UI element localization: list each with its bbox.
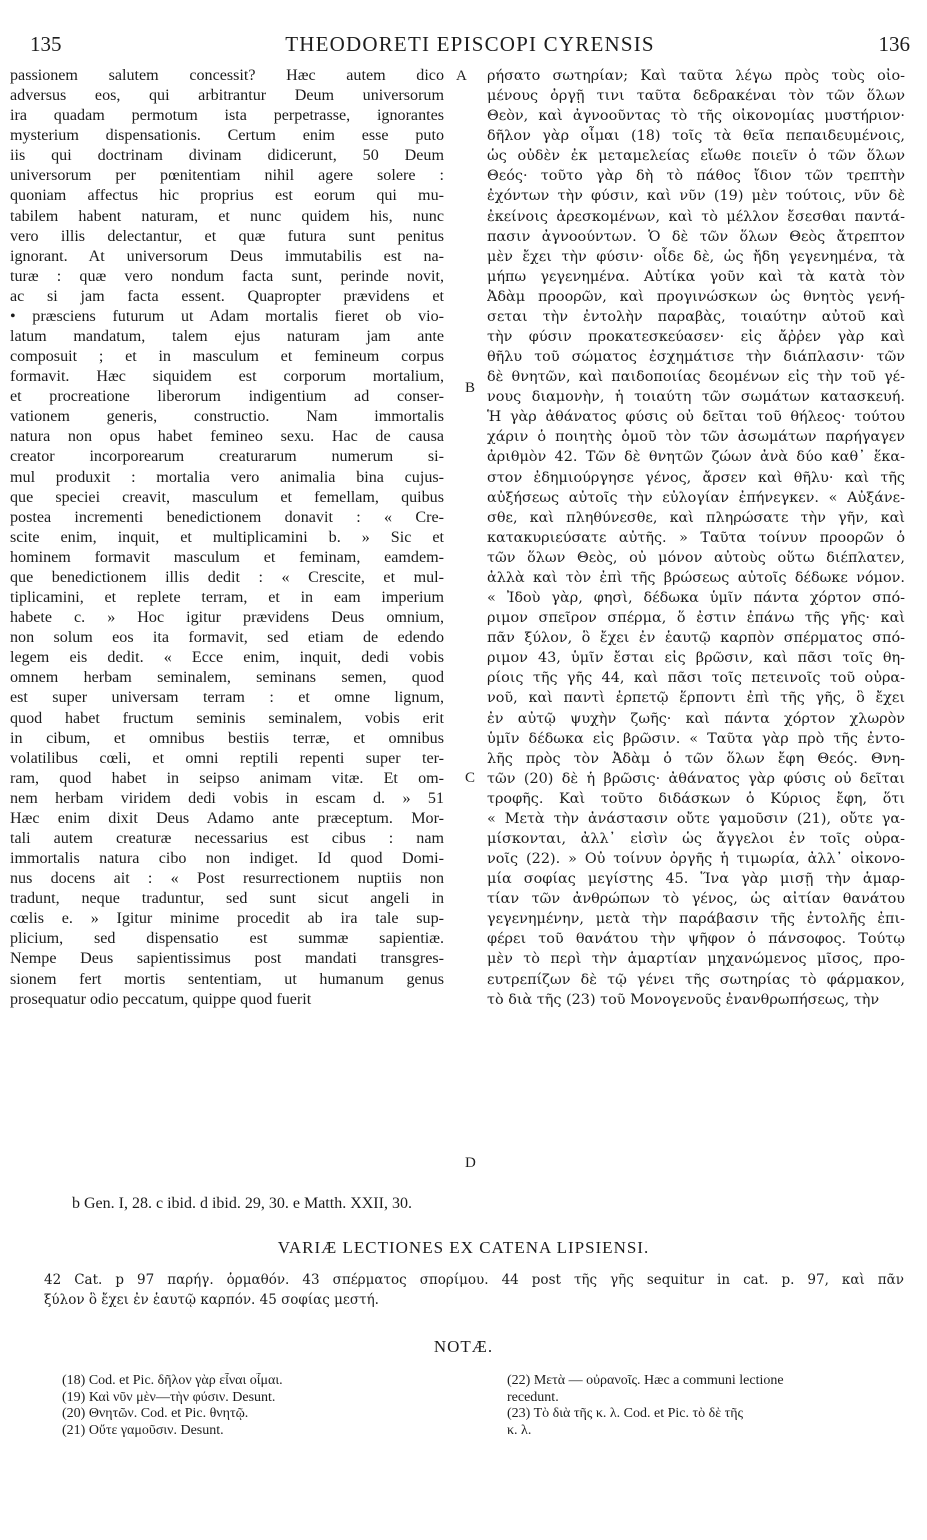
greek-text-line: μίσκονται, ἀλλ᾽ εἰσὶν ὡς ἄγγελοι ἐν τοῖς οὐρα- bbox=[487, 830, 905, 847]
latin-text-line: cœlis e. » Igitur minime procedit ab ira tale sup- bbox=[10, 910, 444, 928]
notae-title: NOTÆ. bbox=[433, 1337, 494, 1356]
latin-text-line: ira quadam permotum ista perpetrasse, ignorantes bbox=[10, 107, 444, 125]
greek-text-line: ρήσατο σωτηρίαν; Καὶ ταῦτα λέγω πρὸς τοὺς οἰο- bbox=[487, 68, 905, 84]
latin-text-line: in cibum, et omnibus bestiis terræ, et omnibus bbox=[10, 729, 444, 747]
greek-text-line: « Μετὰ τὴν ἀνάστασιν οὔτε γαμοῦσιν (21), οὔτε γα- bbox=[487, 810, 905, 827]
greek-text-line: δὲ θνητῶν, καὶ παιδοποιίας δεομένων εἰς τὴν τοῦ γέ- bbox=[487, 369, 905, 386]
greek-text-line: στον ἐδημιούργησε γένος, ἄρσεν καὶ θῆλυ· καὶ τῆς bbox=[487, 469, 905, 486]
latin-text-line: quoniam affectus hic proprius est eorum qui mu- bbox=[10, 187, 444, 205]
latin-text-line: habete c. » Hoc igitur prævidens Deus omnium, bbox=[10, 609, 444, 627]
greek-text-line: αὐξήσεως αὐτοῖς τὴν εὐλογίαν ἐπήνεγκεν. « Αὐξάνε- bbox=[487, 489, 905, 506]
greek-text-line: τῶν (20) δὲ ἡ βρῶσις· ἀθάνατος γὰρ φύσις οὐ δεῖται bbox=[487, 770, 905, 787]
greek-text-line: νους διαμονὴν, ἡ τοιαύτη τῶν σωμάτων κατασκευή. bbox=[487, 389, 905, 406]
latin-text-line: immortalis natura cibo non indiget. Id quod Domi- bbox=[10, 850, 444, 868]
variae-lectiones-title: VARIÆ LECTIONES EX CATENA LIPSIENSI. bbox=[277, 1238, 650, 1257]
latin-text-line: prosequatur odio peccatum, quippe quod fuerit bbox=[10, 990, 312, 1008]
greek-text-line: κατακυριεύσατε αὐτῆς. » Ταῦτα τοίνυν προορῶν ὁ bbox=[487, 529, 905, 546]
latin-text-line: legem eis dedit. « Ecce enim, inquit, dedi vobis bbox=[10, 649, 444, 667]
latin-text-line: formavit. Hæc siquidem est corporum mortalium, bbox=[10, 368, 444, 386]
nota-line: (23) Τὸ διὰ τῆς κ. λ. Cod. et Pic. τὸ δὲ τῆς bbox=[507, 1406, 744, 1421]
latin-text-line: volatilibus cœli, et omni reptili repenti super ter- bbox=[10, 749, 444, 767]
greek-text-line: νοῦ, καὶ παντὶ ἑρπετῷ ἕρποντι ἐπὶ τῆς γῆς, ὃ ἔχει bbox=[487, 690, 905, 707]
greek-text-line: τίαν τῶν ἀνθρώπων τὸ γένος, ὡς αἰτίαν θανάτου bbox=[487, 891, 905, 908]
greek-text-line: φέρει τοῦ θανάτου τὴν ψῆφον ὁ πάνσοφος. Τούτῳ bbox=[487, 931, 905, 948]
variae-lectiones-text bbox=[44, 1270, 904, 1310]
latin-text-line: natura non opus habet femineo sexu. Hac de causa bbox=[10, 428, 444, 446]
latin-text-line: scite enim, inquit, et multiplicamini b. » Sic et bbox=[10, 528, 444, 546]
latin-text-line: latum mandatum, talem ejus naturam jam ante bbox=[10, 328, 444, 346]
variae-line: ξύλον ὃ ἔχει ἐν ἑαυτῷ καρπόν. 45 σοφίας μεστή. bbox=[44, 1292, 379, 1308]
nota-line: (21) Οὔτε γαμοῦσιν. Desunt. bbox=[62, 1422, 224, 1438]
nota-line: κ. λ. bbox=[507, 1422, 532, 1438]
greek-text-line: πᾶν ξύλον, ὃ ἔχει ἐν ἑαυτῷ καρπὸν σπέρματος σπό- bbox=[487, 630, 905, 647]
latin-text-line: ram, quod habet in seipso animam vitæ. Et om- bbox=[10, 769, 444, 787]
latin-text-line: Nempe Deus sapientissimus post mandati transgres- bbox=[10, 950, 444, 968]
latin-text-line: tabilem habent naturam, et nunc quidem his, nunc bbox=[10, 207, 444, 225]
greek-text-line: ἐχόντων τὴν φύσιν, καὶ νῦν (19) μὲν τούτοις, νῦν δὲ bbox=[487, 188, 905, 205]
greek-text-line: πασιν ἀγνοούντων. Ὁ δὲ τῶν ὅλων Θεὸς ἄτρεπτον bbox=[487, 228, 905, 245]
greek-text-line: « Ἰδοὺ γὰρ, φησὶ, δέδωκα ὑμῖν πάντα χόρτον σπό- bbox=[487, 590, 905, 607]
latin-text-line: que benedictionem illis dedit : « Crescite, et mul- bbox=[10, 568, 444, 586]
greek-text-line: ὑμῖν δέδωκα εἰς βρῶσιν. « Ταῦτα γὰρ πρὸ τῆς ἐντο- bbox=[487, 730, 905, 747]
greek-column bbox=[487, 66, 905, 1010]
greek-text-line: μὲν τὸ περὶ τὴν ἁμαρτίαν μηχανώμενος μῖσος, προ- bbox=[487, 951, 905, 968]
latin-text-line: composuit ; et in masculum et femineum corpus bbox=[10, 348, 444, 366]
latin-text-line: creator incorporearum creaturarum numerum si- bbox=[10, 448, 444, 466]
latin-text-line: que speciei creavit, masculum et femellam, quibus bbox=[10, 488, 444, 506]
latin-text-line: nem herbam viridem dedi vobis in escam d. » 51 bbox=[10, 789, 444, 807]
latin-text-line: ac si jam facta essent. Quapropter prævidens et bbox=[10, 287, 444, 305]
latin-text-line: nus docens ait : « Post resurrectionem nuptiis non bbox=[10, 870, 444, 888]
latin-text-line: tiplicamini, et replete terram, et in eam imperium bbox=[10, 589, 444, 607]
latin-text-line: quod habet fructum seminis seminalem, vobis erit bbox=[10, 709, 444, 727]
greek-text-line: χάριν ὁ ποιητὴς ὁμοῦ τὸν τῶν ἀσωμάτων παρήγαγεν bbox=[487, 429, 905, 446]
latin-text-line: et procreatione liberorum indigentium ad conser- bbox=[10, 388, 444, 406]
latin-text-line: passionem salutem concessit? Hæc autem dico bbox=[10, 67, 444, 84]
greek-text-line: ἀριθμὸν 42. Τῶν δὲ θνητῶν ζώων ἀνὰ δύο καθ᾽ ἕκα- bbox=[487, 449, 905, 466]
page-number-left: 135 bbox=[30, 32, 62, 56]
latin-text-line: non solum eos ita formavit, sed etiam de edendo bbox=[10, 629, 444, 647]
latin-text-line: vationem generis, constructio. Nam immortalis bbox=[10, 408, 444, 426]
margin-marker-d: D bbox=[465, 1155, 476, 1171]
latin-text-line: ignorant. At universorum Deus immutabilis est na- bbox=[10, 247, 444, 265]
greek-text-line: Ἀδὰμ προορῶν, καὶ προγινώσκων ὡς θνητὸς γενή- bbox=[487, 288, 905, 305]
latin-text-line: tali autem creaturæ necessarius est cibus : nam bbox=[10, 829, 444, 847]
greek-text-line: σθε, καὶ πληθύνεσθε, καὶ πληρώσατε τὴν γῆν, καὶ bbox=[487, 509, 905, 526]
greek-text-line: ὡς οὐδὲν ἐκ μεταμελείας εἴωθε ποιεῖν ὁ τῶν ὅλων bbox=[487, 148, 905, 165]
latin-text-line: hominem formavit masculum et feminam, eamdem- bbox=[10, 548, 444, 566]
latin-text-line: tradunt, neque traduntur, sed sunt sicut angeli in bbox=[10, 890, 444, 908]
latin-column bbox=[10, 66, 444, 1010]
greek-text-line: τροφῆς. Καὶ τοῦτο διδάσκων ὁ Κύριος ἔφη, ὅτι bbox=[487, 790, 905, 807]
page-number-right: 136 bbox=[878, 32, 910, 56]
margin-marker-b: B bbox=[465, 380, 476, 396]
greek-text-line: ρίοις τῆς γῆς 44, καὶ πᾶσι τοῖς πετεινοῖς τοῦ οὐρα- bbox=[487, 670, 905, 687]
greek-text-line: ριμον σπεῖρον σπέρμα, ὅ ἐστιν ἐπάνω τῆς γῆς· καὶ bbox=[487, 610, 905, 627]
greek-text-line: Θεός· τοῦτο γὰρ δὴ τὸ πάθος ἴδιον τῶν τρεπτὴν bbox=[487, 168, 905, 185]
latin-text-line: mysterium dispensationis. Certum enim esse puto bbox=[10, 127, 444, 145]
latin-text-line: plicium, sed dispensatio est summæ sapientiæ. bbox=[10, 930, 444, 948]
nota-line: (18) Cod. et Pic. δῆλον γὰρ εἶναι οἶμαι. bbox=[62, 1373, 283, 1388]
greek-text-line: θῆλυ τοῦ σώματος ἐσχημάτισε τὴν διάπλασιν· τῶν bbox=[487, 349, 905, 366]
running-title: THEODORETI EPISCOPI CYRENSIS bbox=[285, 32, 655, 56]
greek-text-line: γεγενημένην, μετὰ τὴν παράβασιν τῆς ἐντολῆς ἐπι- bbox=[487, 911, 905, 928]
greek-text-line: ριμον 43, ὑμῖν ἔσται εἰς βρῶσιν, καὶ πᾶσι τοῖς θη- bbox=[487, 650, 905, 667]
greek-text-line: λῆς πρὸς τὸν Ἀδὰμ ὁ τῶν ὅλων ἔφη Θεός. Θνη- bbox=[487, 750, 905, 767]
greek-text-line: ἐκείνοις ἀρεσκομένων, καὶ τὸ μέλλον ἔσεσθαι παντά- bbox=[487, 208, 905, 225]
latin-text-line: omnem herbam seminalem, seminans semen, quod bbox=[10, 669, 444, 687]
latin-text-line: sionem fert mortis sententiam, ut humanum genus bbox=[10, 970, 444, 988]
nota-line: (22) Μετὰ — οὐρανοῖς. Hæc a communi lectione bbox=[507, 1373, 784, 1388]
margin-marker-c: C bbox=[465, 770, 476, 786]
greek-text-line: Ἡ γὰρ ἀθάνατος φύσις οὐ δεῖται τοῦ θήλεος· τούτου bbox=[487, 409, 905, 426]
greek-text-line: μένους ὀργῇ τινι ταῦτα δεδρακέναι τὸν τῶν ὅλων bbox=[487, 88, 905, 105]
nota-line: (20) Θνητῶν. Cod. et Pic. θνητῷ. bbox=[62, 1406, 249, 1421]
latin-text-line: postea incrementi benedictionem donavit : « Cre- bbox=[10, 508, 444, 526]
latin-text-line: mul produxit : mortalia vero animalia bina cujus- bbox=[10, 468, 444, 486]
latin-text-line: turæ : quæ vero nondum facta sunt, perinde novit, bbox=[10, 267, 444, 285]
notae-right-column bbox=[507, 1373, 905, 1439]
nota-line: (19) Καὶ νῦν μὲν—τὴν φύσιν. Desunt. bbox=[62, 1389, 276, 1405]
scripture-footnotes: b Gen. I, 28. c ibid. d ibid. 29, 30. e Matth. XXII, 30. bbox=[72, 1195, 412, 1212]
variae-line: 42 Cat. p 97 παρήγ. ὁρμαθόν. 43 σπέρματος σπορίμου. 44 post τῆς γῆς sequitur in cat. p. 97, καὶ πᾶν bbox=[44, 1272, 904, 1288]
latin-text-line: vero illis delectantur, et quæ futura sunt penitus bbox=[10, 227, 444, 245]
margin-marker-a: A bbox=[456, 68, 467, 84]
greek-text-line: μήπω γεγενημένα. Αὐτίκα γοῦν καὶ τὰ κατὰ τὸν bbox=[487, 268, 905, 285]
greek-text-line: τὸ διὰ τῆς (23) τοῦ Μονογενοῦς ἐνανθρωπήσεως, τὴν bbox=[487, 991, 880, 1008]
notae-left-column bbox=[62, 1373, 442, 1439]
nota-line: recedunt. bbox=[507, 1389, 559, 1405]
greek-text-line: δῆλον γὰρ οἶμαι (18) τοῖς τὰ θεῖα πεπαιδευμένοις, bbox=[487, 128, 905, 145]
page-header bbox=[30, 32, 910, 58]
latin-text-line: universorum per pœnitentiam nihil agere solere : bbox=[10, 167, 444, 185]
greek-text-line: νοῖς (22). » Οὐ τοίνυν ὀργῆς ἡ τιμωρία, ἀλλ᾽ οἰκονο- bbox=[487, 851, 905, 868]
greek-text-line: μὲν ἔχει τὴν φύσιν· οἶδε δὲ, ὡς ἤδη γεγενημένα, τὰ bbox=[487, 248, 905, 265]
greek-text-line: Θεὸν, καὶ ἀγνοοῦντας τὸ τῆς οἰκονομίας μυστήριον· bbox=[487, 108, 905, 125]
latin-text-line: • præsciens futurum ut Adam mortalis fieret ob vio- bbox=[10, 307, 444, 325]
latin-text-line: est super universam terram : et omne lignum, bbox=[10, 689, 444, 707]
latin-text-line: adversus eos, qui arbitrantur Deum universorum bbox=[10, 87, 444, 105]
greek-text-line: τῶν ὅλων Θεὸς, οὐ μόνον αὐτοὺς οὕτω διέπλατεν, bbox=[487, 549, 905, 566]
greek-text-line: ευτρεπίζων δὲ τῷ γένει τῆς σωτηρίας τὸ φάρμακον, bbox=[487, 971, 905, 988]
greek-text-line: ἀλλὰ καὶ τὸν ἐπὶ τῆς βρώσεως αὐτοῖς δέδωκε νόμον. bbox=[487, 569, 905, 586]
latin-text-line: iis qui doctrinam divinam didicerunt, 50 Deum bbox=[10, 147, 444, 165]
greek-text-line: μία σοφίας μεγίστης 45. Ἵνα γὰρ μισῇ τὴν ἁμαρ- bbox=[487, 871, 905, 888]
greek-text-line: ἐν αὐτῷ ψυχὴν ζωῆς· καὶ πάντα χόρτον χλωρὸν bbox=[487, 710, 905, 727]
latin-text-line: Hæc enim dixit Deus Adamo ante præceptum. Mor- bbox=[10, 809, 444, 827]
greek-text-line: σεται τὴν ἐντολὴν παραβὰς, τοιαύτην αὐτοῦ καὶ bbox=[487, 308, 905, 325]
greek-text-line: τὴν φύσιν προκατεσκεύασεν· εἰς ἄῤῥεν γὰρ καὶ bbox=[487, 329, 905, 346]
